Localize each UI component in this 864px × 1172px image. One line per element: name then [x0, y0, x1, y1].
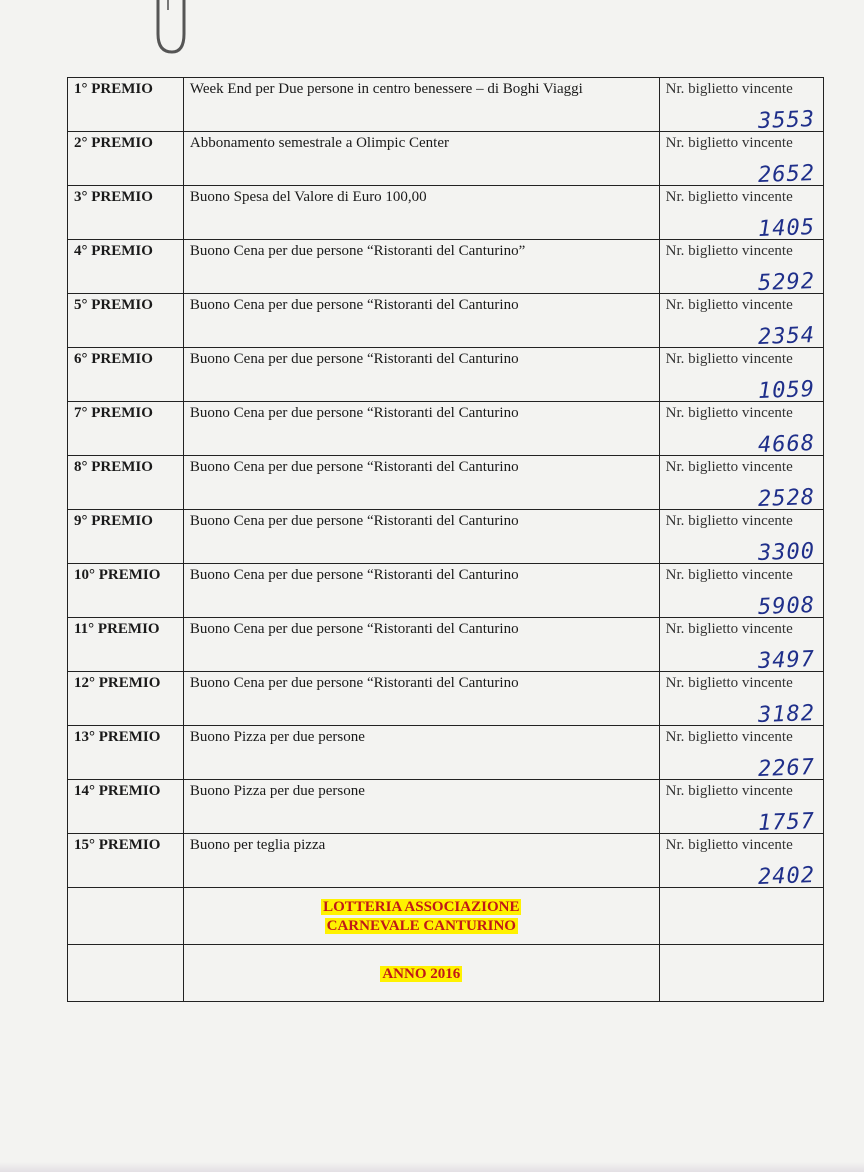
prize-rank: 14° PREMIO: [68, 780, 184, 834]
footer-empty-cell: [659, 888, 823, 945]
winning-ticket-number: 5908: [757, 593, 816, 620]
prize-description: Week End per Due persone in centro benessere – di Boghi Viaggi: [183, 78, 659, 132]
prize-description: Buono Cena per due persone “Ristoranti del Canturino: [183, 618, 659, 672]
winning-ticket-number: 3182: [757, 701, 816, 728]
ticket-label: Nr. biglietto vincente: [665, 513, 793, 529]
footer-title-cell: [183, 888, 659, 945]
winning-ticket-number: 2652: [757, 161, 816, 188]
winning-ticket-number: 3300: [757, 539, 816, 566]
winning-ticket-number: 4668: [757, 431, 816, 458]
prize-row: [68, 132, 824, 186]
winning-ticket-number: 2267: [757, 755, 816, 782]
winning-ticket-number: 5292: [757, 269, 816, 296]
ticket-label: Nr. biglietto vincente: [665, 567, 793, 583]
ticket-label: Nr. biglietto vincente: [665, 351, 793, 367]
ticket-label: Nr. biglietto vincente: [665, 405, 793, 421]
prize-row: [68, 618, 824, 672]
ticket-label: Nr. biglietto vincente: [665, 729, 793, 745]
footer-empty-cell: [68, 945, 184, 1002]
ticket-label: Nr. biglietto vincente: [665, 621, 793, 637]
prize-row: [68, 456, 824, 510]
scan-edge: [0, 1162, 864, 1172]
lottery-title-line2: CARNEVALE CANTURINO: [326, 918, 516, 934]
prize-description: Buono Pizza per due persone: [183, 726, 659, 780]
ticket-label: Nr. biglietto vincente: [665, 783, 793, 799]
footer-empty-cell: [68, 888, 184, 945]
ticket-cell: [659, 834, 823, 888]
paperclip-icon: [150, 0, 192, 58]
winning-ticket-number: 2354: [757, 323, 816, 350]
prize-description: Buono Cena per due persone “Ristoranti del Canturino: [183, 402, 659, 456]
ticket-label: Nr. biglietto vincente: [665, 297, 793, 313]
prize-rank: 10° PREMIO: [68, 564, 184, 618]
ticket-label: Nr. biglietto vincente: [665, 81, 793, 97]
ticket-cell: [659, 78, 823, 132]
winning-ticket-number: 1757: [757, 809, 816, 836]
prize-description: Buono Pizza per due persone: [183, 780, 659, 834]
prize-row: [68, 726, 824, 780]
footer-row-title: [68, 888, 824, 945]
prize-rank: 13° PREMIO: [68, 726, 184, 780]
prize-rank: 11° PREMIO: [68, 618, 184, 672]
prize-row: [68, 186, 824, 240]
prize-description: Buono Spesa del Valore di Euro 100,00: [183, 186, 659, 240]
ticket-cell: [659, 672, 823, 726]
prize-description: Buono Cena per due persone “Ristoranti del Canturino: [183, 510, 659, 564]
ticket-cell: [659, 402, 823, 456]
footer-year-cell: [183, 945, 659, 1002]
ticket-cell: [659, 510, 823, 564]
ticket-label: Nr. biglietto vincente: [665, 675, 793, 691]
prize-description: Buono Cena per due persone “Ristoranti del Canturino: [183, 564, 659, 618]
prize-row: [68, 78, 824, 132]
ticket-label: Nr. biglietto vincente: [665, 189, 793, 205]
prize-rank: 1° PREMIO: [68, 78, 184, 132]
ticket-cell: [659, 240, 823, 294]
prize-row: [68, 294, 824, 348]
ticket-cell: [659, 186, 823, 240]
ticket-label: Nr. biglietto vincente: [665, 135, 793, 151]
prize-row: [68, 348, 824, 402]
prize-rank: 8° PREMIO: [68, 456, 184, 510]
ticket-cell: [659, 456, 823, 510]
winning-ticket-number: 3497: [757, 647, 816, 674]
ticket-cell: [659, 564, 823, 618]
prize-row: [68, 780, 824, 834]
prize-rank: 6° PREMIO: [68, 348, 184, 402]
ticket-label: Nr. biglietto vincente: [665, 459, 793, 475]
footer-empty-cell: [659, 945, 823, 1002]
ticket-cell: [659, 132, 823, 186]
prize-description: Buono Cena per due persone “Ristoranti del Canturino: [183, 672, 659, 726]
prize-description: Buono Cena per due persone “Ristoranti del Canturino: [183, 456, 659, 510]
lottery-title-line1: LOTTERIA ASSOCIAZIONE: [323, 899, 520, 915]
prize-description: Buono Cena per due persone “Ristoranti del Canturino: [183, 348, 659, 402]
prize-description: Buono Cena per due persone “Ristoranti del Canturino: [183, 294, 659, 348]
prize-description: Buono Cena per due persone “Ristoranti del Canturino”: [183, 240, 659, 294]
prize-row: [68, 564, 824, 618]
ticket-cell: [659, 294, 823, 348]
ticket-cell: [659, 780, 823, 834]
winning-ticket-number: 2528: [757, 485, 816, 512]
prize-rank: 7° PREMIO: [68, 402, 184, 456]
prize-row: [68, 834, 824, 888]
prize-row: [68, 672, 824, 726]
footer-row-year: [68, 945, 824, 1002]
prize-description: Abbonamento semestrale a Olimpic Center: [183, 132, 659, 186]
prize-rank: 9° PREMIO: [68, 510, 184, 564]
winning-ticket-number: 1405: [757, 215, 816, 242]
prize-row: [68, 402, 824, 456]
prize-rank: 5° PREMIO: [68, 294, 184, 348]
prize-table: [67, 77, 824, 1002]
prize-row: [68, 240, 824, 294]
ticket-label: Nr. biglietto vincente: [665, 243, 793, 259]
prize-rank: 12° PREMIO: [68, 672, 184, 726]
winning-ticket-number: 1059: [757, 377, 816, 404]
ticket-label: Nr. biglietto vincente: [665, 837, 793, 853]
prize-description: Buono per teglia pizza: [183, 834, 659, 888]
prize-rank: 2° PREMIO: [68, 132, 184, 186]
winning-ticket-number: 3553: [757, 107, 816, 134]
lottery-year: ANNO 2016: [382, 965, 461, 982]
ticket-cell: [659, 618, 823, 672]
prize-rank: 4° PREMIO: [68, 240, 184, 294]
ticket-cell: [659, 726, 823, 780]
prize-rank: 15° PREMIO: [68, 834, 184, 888]
prize-row: [68, 510, 824, 564]
winning-ticket-number: 2402: [757, 863, 816, 890]
prize-rank: 3° PREMIO: [68, 186, 184, 240]
ticket-cell: [659, 348, 823, 402]
